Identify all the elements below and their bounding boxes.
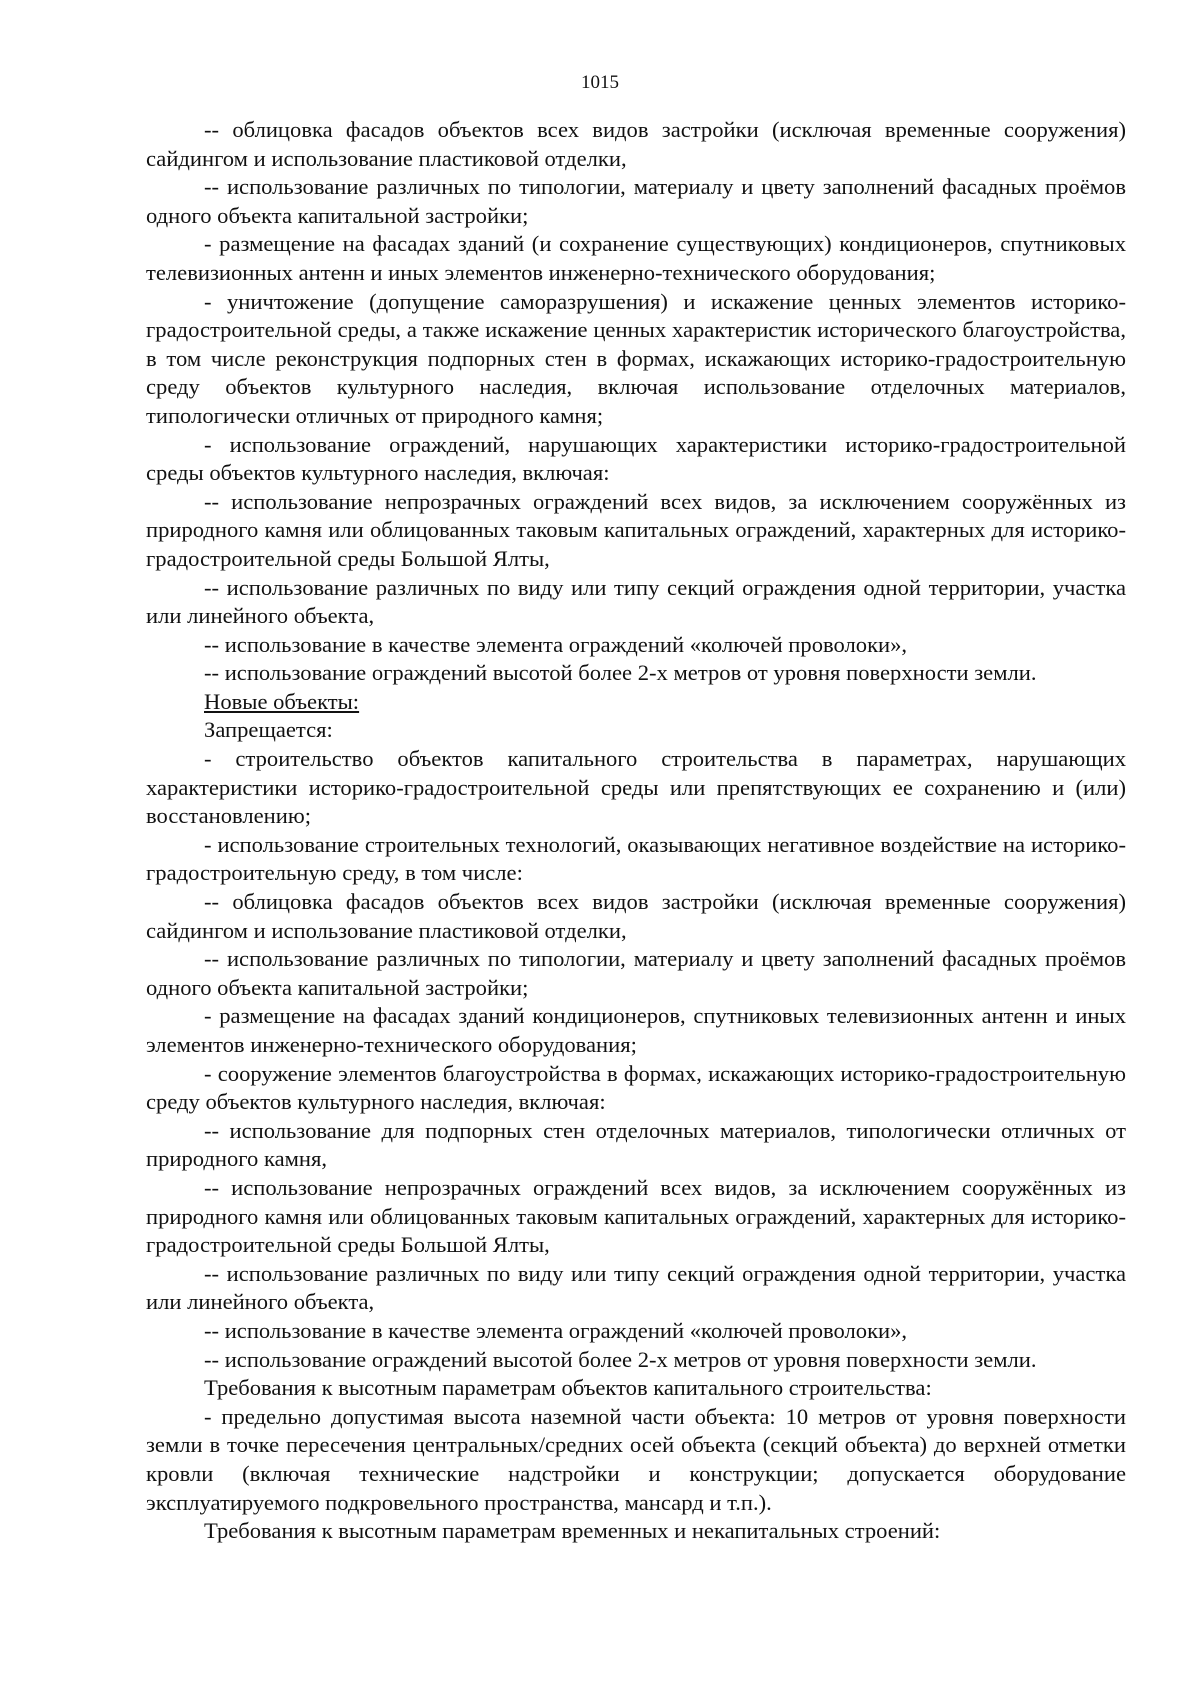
section-heading-new-objects: Новые объекты:	[204, 688, 360, 714]
paragraph: -- использование различных по виду или типу секций ограждения одной территории, участка или линейного объекта,	[146, 1260, 1126, 1315]
paragraph: -- использование непрозрачных ограждений всех видов, за исключением сооружённых из природного камня или облицованных таковым капитальных ограждений, характерных для историко-градостроительной среды Большой Ялты,	[146, 488, 1126, 571]
paragraph: Требования к высотным параметрам временных и некапитальных строений:	[204, 1518, 941, 1544]
paragraph: -- облицовка фасадов объектов всех видов застройки (исключая временные сооружения) сайдингом и использование пластиковой отделки,	[146, 117, 1126, 171]
paragraph: -- использование различных по типологии, материалу и цвету заполнений фасадных проёмов одного объекта капитальной застройки;	[146, 946, 1126, 1000]
paragraph: Запрещается:	[204, 717, 333, 743]
paragraph: - предельно допустимая высота наземной части объекта: 10 метров от уровня поверхности земли в точке пересечения центральных/средних осей объекта (секций объекта) до верхней отметки кровли (включая технические надстройки и конструкции; допускается оборудование эксплуатируемого подкровельного пространства, мансард и т.п.).	[146, 1403, 1126, 1515]
paragraph: -- использование в качестве элемента ограждений «колючей проволоки»,	[204, 1317, 908, 1343]
paragraph: -- использование непрозрачных ограждений всех видов, за исключением сооружённых из природного камня или облицованных таковым капитальных ограждений, характерных для историко-градостроительной среды Большой Ялты,	[146, 1174, 1126, 1258]
paragraph: - размещение на фасадах зданий кондиционеров, спутниковых телевизионных антенн и иных элементов инженерно-технического оборудования;	[146, 1003, 1126, 1057]
paragraph: Требования к высотным параметрам объектов капитального строительства:	[204, 1375, 932, 1401]
paragraph: - сооружение элементов благоустройства в формах, искажающих историко-градостроительную среду объектов культурного наследия, включая:	[146, 1060, 1126, 1115]
paragraph: - использование ограждений, нарушающих характеристики историко-градостроительной среды объектов культурного наследия, включая:	[146, 431, 1126, 486]
paragraph: -- использование для подпорных стен отделочных материалов, типологически отличных от природного камня,	[146, 1117, 1126, 1172]
page-number: 1015	[581, 72, 619, 93]
document-body	[146, 116, 1126, 1546]
paragraph: - уничтожение (допущение саморазрушения) и искажение ценных элементов историко-градостроительной среды, а также искажение ценных характеристик исторического благоустройства, в том числе реконструкция подпорных стен в формах, искажающих историко-градостроительную среду объектов культурного наследия, включая использование отделочных материалов, типологически отличных от природного камня;	[146, 288, 1126, 428]
paragraph: - размещение на фасадах зданий (и сохранение существующих) кондиционеров, спутниковых телевизионных антенн и иных элементов инженерно-технического оборудования;	[146, 231, 1126, 285]
paragraph: -- использование различных по виду или типу секций ограждения одной территории, участка или линейного объекта,	[146, 574, 1126, 629]
paragraph: -- использование различных по типологии, материалу и цвету заполнений фасадных проёмов одного объекта капитальной застройки;	[146, 174, 1126, 228]
paragraph: -- использование в качестве элемента ограждений «колючей проволоки»,	[204, 631, 908, 657]
paragraph: -- использование ограждений высотой более 2-х метров от уровня поверхности земли.	[204, 660, 1037, 686]
paragraph: -- облицовка фасадов объектов всех видов застройки (исключая временные сооружения) сайдингом и использование пластиковой отделки,	[146, 889, 1126, 943]
paragraph: - использование строительных технологий, оказывающих негативное воздействие на историко-градостроительную среду, в том числе:	[146, 831, 1126, 886]
paragraph: - строительство объектов капитального строительства в параметрах, нарушающих характеристики историко-градостроительной среды или препятствующих ее сохранению и (или) восстановлению;	[146, 746, 1126, 829]
paragraph: -- использование ограждений высотой более 2-х метров от уровня поверхности земли.	[204, 1346, 1037, 1372]
